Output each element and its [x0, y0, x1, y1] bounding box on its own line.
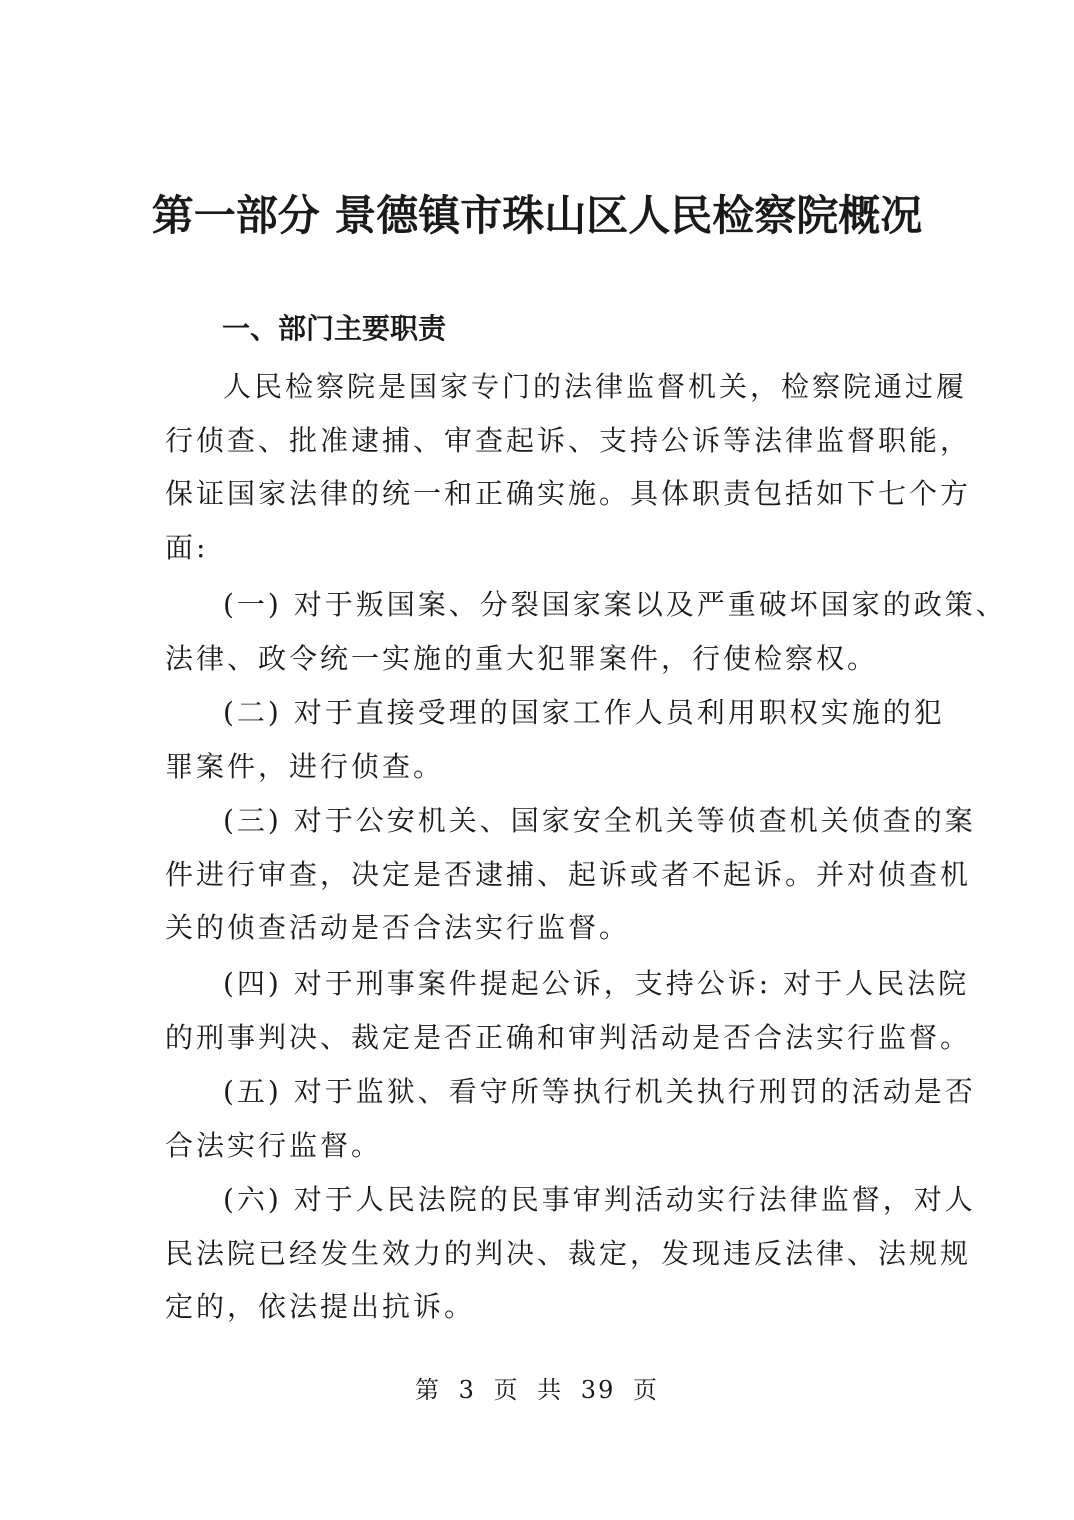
duty-item-5 — [165, 1065, 976, 1172]
paragraph-line: (三) 对于公安机关、国家安全机关等侦查机关侦查的案 — [223, 804, 976, 837]
paragraph-line: 保证国家法律的统一和正确实施。具体职责包括如下七个方 — [165, 477, 972, 510]
paragraph-line: 关的侦查活动是否合法实行监督。 — [165, 911, 631, 944]
duty-item-6 — [165, 1173, 976, 1334]
page-number-footer: 第 3 页 共 39 页 — [415, 1376, 659, 1404]
paragraph-line: (一) 对于叛国案、分裂国家案以及严重破坏国家的政策、 — [223, 588, 1007, 621]
duty-item-2 — [165, 686, 945, 793]
paragraph-line: 面: — [165, 530, 209, 564]
paragraph-line: 件进行审查，决定是否逮捕、起诉或者不起诉。并对侦查机 — [165, 857, 972, 891]
paragraph-line: (六) 对于人民法院的民事审判活动实行法律监督，对人 — [223, 1183, 976, 1216]
paragraph-line: 人民检察院是国家专门的法律监督机关，检察院通过履 — [223, 370, 968, 403]
paragraph-line: 合法实行监督。 — [165, 1128, 383, 1162]
paragraph-line: 法律、政令统一实施的重大犯罪案件，行使检察权。 — [165, 641, 879, 675]
paragraph-line: (五) 对于监狱、看守所等执行机关执行刑罚的活动是否 — [223, 1075, 976, 1108]
duty-item-1 — [165, 578, 1007, 685]
intro-paragraph — [165, 360, 972, 574]
section-heading: 一、部门主要职责 — [222, 312, 447, 345]
duty-item-3 — [165, 794, 976, 955]
paragraph-line: 行侦查、批准逮捕、审查起诉、支持公诉等法律监督职能， — [165, 423, 972, 457]
paragraph-line: (四) 对于刑事案件提起公诉，支持公诉: 对于人民法院 — [223, 967, 970, 1000]
paragraph-line: 罪案件，进行侦查。 — [165, 749, 445, 783]
paragraph-line: 民法院已经发生效力的判决、裁定，发现违反法律、法规规 — [165, 1236, 972, 1270]
paragraph-line: 的刑事判决、裁定是否正确和审判活动是否合法实行监督。 — [165, 1020, 972, 1054]
page-title: 第一部分 景德镇市珠山区人民检察院概况 — [151, 191, 923, 240]
paragraph-line: 定的，依法提出抗诉。 — [165, 1290, 476, 1323]
duty-item-4 — [165, 957, 972, 1064]
paragraph-line: (二) 对于直接受理的国家工作人员利用职权实施的犯 — [223, 696, 945, 729]
